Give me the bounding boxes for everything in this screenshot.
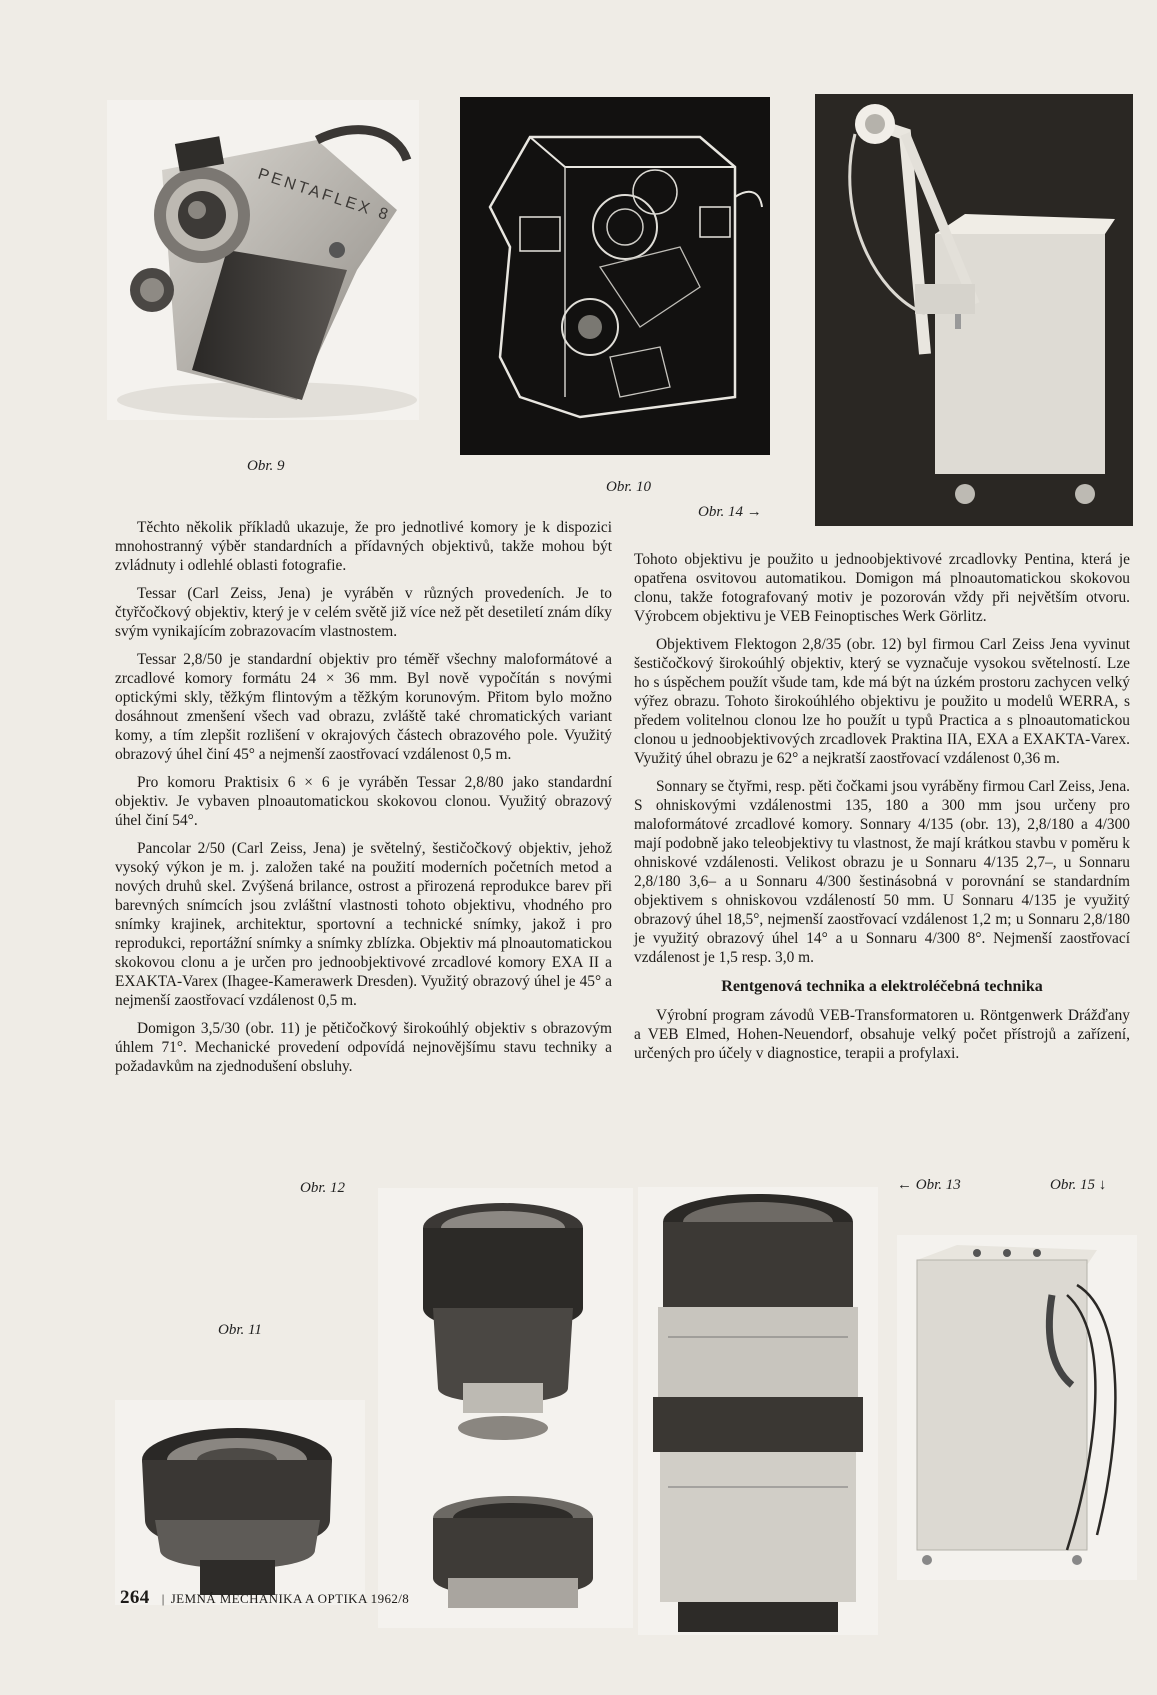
caption-obr-10: Obr. 10 [606,479,652,495]
footer-separator: | [161,1591,165,1606]
figure-11-lens-photo [115,1400,365,1605]
caption-obr-14: Obr. 14 → [698,504,762,520]
caption-obr-11: Obr. 11 [218,1322,262,1338]
figure-12-lens-photo [378,1188,633,1628]
paragraph-flektogon: Objektivem Flektogon 2,8/35 (obr. 12) byl firmou Carl Zeiss Jena vyvinut šestičočkový širokoúhlý objektiv, který se vyznačuje vysokou světelností. Lze ho s úspěchem použít všude tam, kde má být na úzkém prostoru zachycen velký výřez obrazu. Tohoto širokoúhlého objektivu je použito u modelů WERRA, s předem volitelnou clonou lze ho použít u typů Practica a s plnoautomatickou clonou u jednoobjektivových zrcadlovek Praktina IIA, EXA a EXAKTA-Varex. Využitý úhel obrazu je 62° a nejkratší zaostřovací vzdálenost 0,36 m. [634,636,1130,767]
paragraph-intro: Těchto několik příkladů ukazuje, že pro jednotlivé komory je k dispozici mnohostranný výběr standardních a přídavných objektivů, takže mohou být zvládnuty i odlehlé oblasti fotografie. [115,519,612,574]
pentaflex-logo: PENTAFLEX 8 [255,165,393,225]
paragraph-rentgen: Výrobní program závodů VEB-Transformatoren u. Röntgenwerk Drážďany a VEB Elmed, Hohen-Neuendorf, obsahuje velký počet přístrojů a zařízení, určených pro účely v diagnostice, terapii a profylaxi. [634,1007,1130,1062]
paragraph-tessar: Tessar (Carl Zeiss, Jena) je vyráběn v různých provedeních. Je to čtyřčočkový objektiv, který je v celém světě již více než pět desetiletí znám díky svým vynikajícím zobrazovacím vlastnostem. [115,585,612,640]
paragraph-tessar-2-8-50: Tessar 2,8/50 je standardní objektiv pro téměř všechny maloformátové a zrcadlové komory formátu 24 × 36 mm. Byl nově vypočítán s novými optickými skly, těžkým flintovým a těžkým korunovým. Přitom bylo možno dosáhnout zmenšení všech vad obrazu, zvláště také chromatických variant komy, a tím zlepšit rozlišení v okrajových částech obrazového pole. Využitý obrazový úhel činí 45° a nejmenší zaostřovací vzdálenost 0,5 m. [115,651,612,763]
paragraph-pancolar: Pancolar 2/50 (Carl Zeiss, Jena) je světelný, šestičočkový objektiv, jehož vysoký výkon je m. j. založen také na použití moderních početních metod a nových druhů skel. Zvýšená brilance, ostrost a přirozená reprodukce barev při barevných snímcích jsou zvláštní vlastnosti tohoto objektivu, vhodného pro snímky krajinek, architektur, sportovní a technické snímky, jakož i pro reprodukci, reportážní snímky a snímky zblízka. Objektiv má plnoautomatickou skokovou clonu a je určen pro jednoobjektivové zrcadlové komory EXA II a EXAKTA-Varex (Ihagee-Kamerawerk Dresden). Využitý obrazový úhel je 45° a nejmenší zaostřovací vzdálenost 0,5 m. [115,840,612,1009]
page-number: 264 [120,1587,150,1608]
left-text-column [115,518,612,1085]
journal-title: JEMNÁ MECHANIKA A OPTIKA 1962/8 [170,1591,410,1606]
paragraph-sonnary: Sonnary se čtyřmi, resp. pěti čočkami jsou vyráběny firmou Carl Zeiss, Jena. S ohniskovými vzdálenostmi 135, 180 a 300 mm jsou určeny pro maloformátové zrcadlové komory. Sonnary 4/135 (obr. 13), 2,8/180 a 4/300 mají podobně jako teleobjektivy tu vlastnost, že mají krátkou stavbu v poměru k ohniskové vzdálenosti. Velikost obrazu je u Sonnaru 4/135 2,7–, u Sonnaru 2,8/180 3,6– a u Sonnaru 4/300 šestinásobná v porovnání se standardním objektivem s ohniskovou vzdáleností 50 mm. U Sonnaru 4/135 je využitý obrazový úhel 18,5°, nejmenší zaostřovací vzdálenost 1,2 m; u Sonnaru 2,8/180 je využitý obrazový úhel 14° a u Sonnaru 4/300 8°. Nejmenší zaostřovací vzdálenost je 1,5 resp. 3,0 m. [634,778,1130,966]
page-footer [120,1587,409,1609]
caption-obr-13: ← Obr. 13 [897,1177,961,1193]
paragraph-praktisix: Pro komoru Praktisix 6 × 6 je vyráběn Tessar 2,8/80 jako standardní objektiv. Je vybaven plnoautomatickou skokovou clonou. Využitý obrazový úhel činí 54°. [115,774,612,829]
figure-15-unit-photo [897,1235,1137,1580]
figure-10-cutaway-drawing [460,97,770,455]
figure-14-apparatus-photo [815,94,1133,526]
paragraph-domigon: Domigon 3,5/30 (obr. 11) je pětičočkový širokoúhlý objektiv s obrazovým úhlem 71°. Mechanické provedení odpovídá nejnovějšímu stavu techniky a požadavkům na zjednodušení obsluhy. [115,1020,612,1075]
figure-13-sonnar-lens-photo [638,1187,878,1635]
right-text-column [634,550,1130,1072]
caption-obr-12: Obr. 12 [300,1180,346,1196]
caption-obr-9: Obr. 9 [247,458,285,474]
section-heading: Rentgenová technika a elektroléčebná technika [721,978,1043,995]
paragraph-domigon-continued: Tohoto objektivu je použito u jednoobjektivové zrcadlovky Pentina, která je opatřena osvitovou automatikou. Domigon má plnoautomatickou skokovou clonu, takže fotografovaný motiv je pozorován vždy při největším otvoru. Výrobcem objektivu je VEB Feinoptisches Werk Görlitz. [634,551,1130,625]
caption-obr-15: Obr. 15 ↓ [1050,1177,1107,1193]
figure-9-camera-photo [107,100,419,420]
